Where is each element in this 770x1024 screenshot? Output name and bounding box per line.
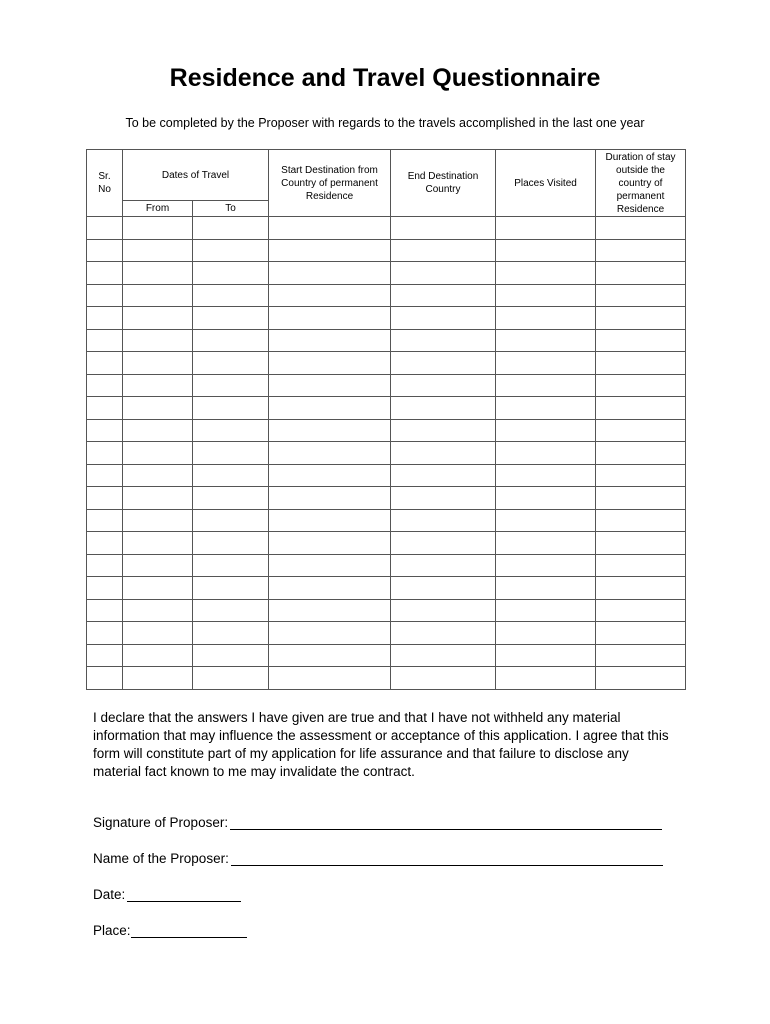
header-duration: Duration of stay outside the country of permanent Residence: [596, 150, 686, 217]
table-cell[interactable]: [87, 352, 123, 375]
table-cell[interactable]: [596, 599, 686, 622]
header-end-destination: End Destination Country: [391, 150, 496, 217]
table-cell[interactable]: [123, 397, 193, 420]
table-cell[interactable]: [596, 487, 686, 510]
table-cell[interactable]: [496, 419, 596, 442]
table-cell[interactable]: [269, 329, 391, 352]
table-cell[interactable]: [193, 262, 269, 285]
table-cell[interactable]: [269, 217, 391, 240]
table-cell[interactable]: [87, 532, 123, 555]
table-row: [87, 284, 686, 307]
table-cell[interactable]: [123, 577, 193, 600]
table-cell[interactable]: [193, 352, 269, 375]
table-cell[interactable]: [87, 464, 123, 487]
table-row: [87, 487, 686, 510]
table-cell[interactable]: [596, 554, 686, 577]
travel-table: [86, 149, 686, 690]
table-cell[interactable]: [87, 509, 123, 532]
table-cell[interactable]: [87, 239, 123, 262]
table-cell[interactable]: [596, 374, 686, 397]
table-cell[interactable]: [496, 622, 596, 645]
table-cell[interactable]: [496, 442, 596, 465]
table-cell[interactable]: [391, 239, 496, 262]
table-row: [87, 442, 686, 465]
table-cell[interactable]: [123, 284, 193, 307]
table-cell[interactable]: [123, 374, 193, 397]
table-cell[interactable]: [193, 509, 269, 532]
table-cell[interactable]: [391, 329, 496, 352]
table-cell[interactable]: [87, 667, 123, 690]
table-cell[interactable]: [87, 262, 123, 285]
table-cell[interactable]: [269, 284, 391, 307]
table-cell[interactable]: [193, 599, 269, 622]
table-row: [87, 509, 686, 532]
table-row: [87, 374, 686, 397]
table-cell[interactable]: [193, 442, 269, 465]
table-cell[interactable]: [269, 464, 391, 487]
table-cell[interactable]: [496, 239, 596, 262]
table-cell[interactable]: [123, 667, 193, 690]
table-row: [87, 397, 686, 420]
table-cell[interactable]: [269, 442, 391, 465]
table-row: [87, 352, 686, 375]
table-cell[interactable]: [596, 329, 686, 352]
table-cell[interactable]: [391, 509, 496, 532]
table-row: [87, 262, 686, 285]
table-cell[interactable]: [391, 667, 496, 690]
table-cell[interactable]: [391, 374, 496, 397]
table-cell[interactable]: [391, 464, 496, 487]
table-cell[interactable]: [123, 239, 193, 262]
table-cell[interactable]: [193, 554, 269, 577]
table-cell[interactable]: [269, 239, 391, 262]
table-cell[interactable]: [193, 667, 269, 690]
table-row: [87, 532, 686, 555]
table-cell[interactable]: [269, 577, 391, 600]
table-cell[interactable]: [87, 622, 123, 645]
table-cell[interactable]: [193, 487, 269, 510]
table-cell[interactable]: [87, 217, 123, 240]
table-cell[interactable]: [596, 464, 686, 487]
table-cell[interactable]: [391, 487, 496, 510]
table-cell[interactable]: [391, 352, 496, 375]
table-cell[interactable]: [193, 307, 269, 330]
table-cell[interactable]: [269, 599, 391, 622]
page-subtitle: To be completed by the Proposer with regards to the travels accomplished in the last one year: [125, 116, 645, 130]
table-cell[interactable]: [87, 419, 123, 442]
table-cell[interactable]: [87, 644, 123, 667]
table-cell[interactable]: [193, 397, 269, 420]
name-line[interactable]: [231, 851, 663, 866]
table-cell[interactable]: [123, 217, 193, 240]
table-row: [87, 329, 686, 352]
table-cell[interactable]: [596, 532, 686, 555]
table-cell[interactable]: [391, 622, 496, 645]
table-cell[interactable]: [391, 307, 496, 330]
table-cell[interactable]: [496, 262, 596, 285]
table-cell[interactable]: [391, 284, 496, 307]
table-cell[interactable]: [496, 352, 596, 375]
table-cell[interactable]: [269, 667, 391, 690]
table-cell[interactable]: [123, 352, 193, 375]
table-cell[interactable]: [87, 554, 123, 577]
table-row: [87, 644, 686, 667]
table-cell[interactable]: [193, 239, 269, 262]
table-cell[interactable]: [391, 599, 496, 622]
table-cell[interactable]: [496, 532, 596, 555]
table-cell[interactable]: [269, 532, 391, 555]
table-cell[interactable]: [596, 667, 686, 690]
table-cell[interactable]: [269, 262, 391, 285]
table-cell[interactable]: [496, 397, 596, 420]
table-cell[interactable]: [269, 554, 391, 577]
date-label: Date:: [93, 887, 126, 902]
table-cell[interactable]: [123, 442, 193, 465]
table-cell[interactable]: [123, 644, 193, 667]
table-cell[interactable]: [496, 509, 596, 532]
table-cell[interactable]: [496, 329, 596, 352]
table-cell[interactable]: [391, 644, 496, 667]
signature-line[interactable]: [230, 815, 662, 830]
place-label: Place:: [93, 923, 131, 938]
table-cell[interactable]: [596, 307, 686, 330]
date-line[interactable]: [127, 887, 241, 902]
table-cell[interactable]: [496, 464, 596, 487]
table-cell[interactable]: [269, 352, 391, 375]
table-cell[interactable]: [596, 509, 686, 532]
table-cell[interactable]: [193, 284, 269, 307]
table-row: [87, 464, 686, 487]
table-cell[interactable]: [391, 217, 496, 240]
table-cell[interactable]: [496, 644, 596, 667]
table-cell[interactable]: [87, 329, 123, 352]
table-cell[interactable]: [391, 577, 496, 600]
header-to: To: [193, 201, 269, 217]
table-cell[interactable]: [596, 442, 686, 465]
table-cell[interactable]: [391, 262, 496, 285]
table-cell[interactable]: [123, 554, 193, 577]
table-cell[interactable]: [123, 599, 193, 622]
table-row: [87, 554, 686, 577]
table-cell[interactable]: [596, 419, 686, 442]
table-cell[interactable]: [596, 262, 686, 285]
place-line[interactable]: [131, 923, 247, 938]
table-cell[interactable]: [87, 599, 123, 622]
table-cell[interactable]: [269, 509, 391, 532]
table-row: [87, 239, 686, 262]
date-field: [93, 887, 241, 902]
table-cell[interactable]: [123, 329, 193, 352]
table-cell[interactable]: [269, 622, 391, 645]
table-cell[interactable]: [596, 284, 686, 307]
table-cell[interactable]: [596, 239, 686, 262]
table-cell[interactable]: [193, 329, 269, 352]
table-cell[interactable]: [87, 307, 123, 330]
table-cell[interactable]: [193, 374, 269, 397]
table-cell[interactable]: [596, 622, 686, 645]
table-cell[interactable]: [193, 217, 269, 240]
table-cell[interactable]: [596, 397, 686, 420]
table-cell[interactable]: [123, 464, 193, 487]
signature-label: Signature of Proposer:: [93, 815, 229, 830]
header-from: From: [123, 201, 193, 217]
table-cell[interactable]: [87, 442, 123, 465]
table-cell[interactable]: [496, 217, 596, 240]
table-cell[interactable]: [496, 284, 596, 307]
table-cell[interactable]: [391, 419, 496, 442]
place-field: [93, 923, 247, 938]
table-cell[interactable]: [269, 374, 391, 397]
table-cell[interactable]: [391, 532, 496, 555]
page-title: Residence and Travel Questionnaire: [169, 64, 601, 92]
table-cell[interactable]: [391, 442, 496, 465]
header-sr-no: Sr. No: [87, 150, 123, 217]
table-cell[interactable]: [596, 352, 686, 375]
table-row: [87, 599, 686, 622]
header-places-visited: Places Visited: [496, 150, 596, 217]
table-cell[interactable]: [269, 419, 391, 442]
table-cell[interactable]: [596, 644, 686, 667]
travel-table-body: [87, 217, 686, 690]
table-cell[interactable]: [193, 644, 269, 667]
table-cell[interactable]: [123, 307, 193, 330]
table-cell[interactable]: [269, 307, 391, 330]
table-cell[interactable]: [87, 397, 123, 420]
signature-field: [93, 815, 662, 830]
table-cell[interactable]: [123, 509, 193, 532]
table-cell[interactable]: [269, 397, 391, 420]
table-cell[interactable]: [269, 487, 391, 510]
table-cell[interactable]: [87, 487, 123, 510]
table-cell[interactable]: [193, 622, 269, 645]
table-cell[interactable]: [123, 419, 193, 442]
table-cell[interactable]: [391, 554, 496, 577]
table-cell[interactable]: [87, 284, 123, 307]
table-cell[interactable]: [193, 577, 269, 600]
header-start-destination: Start Destination from Country of permanent Residence: [269, 150, 391, 217]
table-row: [87, 667, 686, 690]
table-cell[interactable]: [496, 599, 596, 622]
table-cell[interactable]: [596, 217, 686, 240]
table-cell[interactable]: [123, 487, 193, 510]
table-cell[interactable]: [193, 464, 269, 487]
table-cell[interactable]: [269, 644, 391, 667]
table-row: [87, 419, 686, 442]
name-field: [93, 851, 663, 866]
table-cell[interactable]: [123, 532, 193, 555]
table-cell[interactable]: [496, 487, 596, 510]
table-cell[interactable]: [193, 419, 269, 442]
declaration-text: I declare that the answers I have given are true and that I have not withheld any material information that may influence the assessment or acceptance of this application. I agree that this form will constitute part of my application for life assurance and that failure to disclose any material fact known to me may invalidate the contract.: [93, 710, 669, 779]
table-cell[interactable]: [596, 577, 686, 600]
table-cell[interactable]: [123, 262, 193, 285]
table-row: [87, 307, 686, 330]
table-row: [87, 577, 686, 600]
table-row: [87, 622, 686, 645]
name-label: Name of the Proposer:: [93, 851, 229, 866]
table-cell[interactable]: [193, 532, 269, 555]
table-cell[interactable]: [496, 667, 596, 690]
table-cell[interactable]: [496, 307, 596, 330]
table-cell[interactable]: [87, 374, 123, 397]
header-dates-of-travel: Dates of Travel: [123, 150, 269, 201]
table-cell[interactable]: [496, 577, 596, 600]
table-cell[interactable]: [496, 374, 596, 397]
table-cell[interactable]: [123, 622, 193, 645]
table-cell[interactable]: [87, 577, 123, 600]
table-cell[interactable]: [391, 397, 496, 420]
table-cell[interactable]: [496, 554, 596, 577]
table-row: [87, 217, 686, 240]
